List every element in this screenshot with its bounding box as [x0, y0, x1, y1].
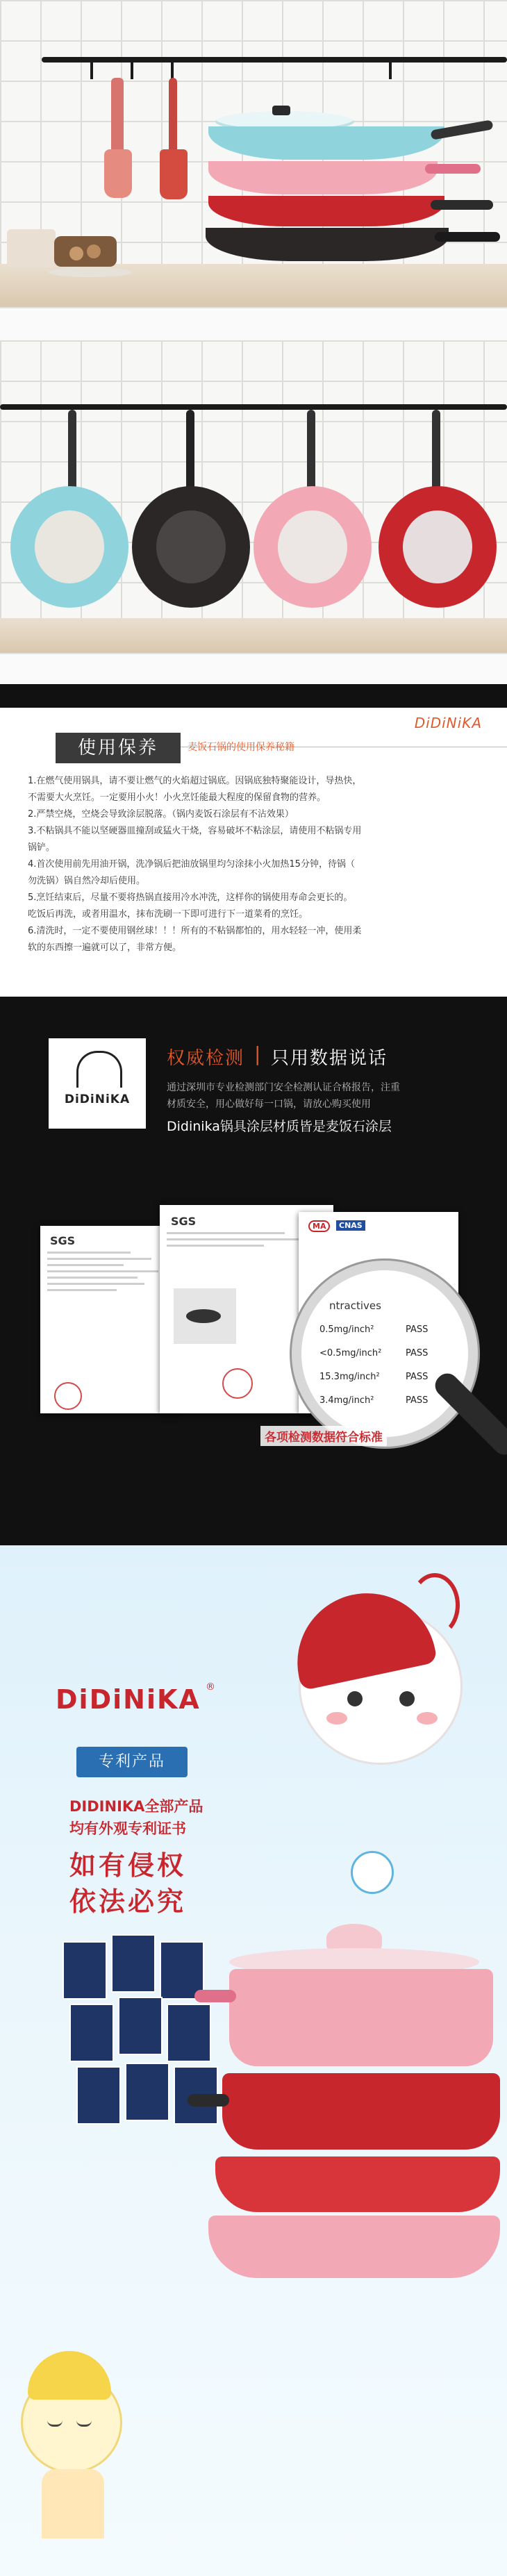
mushroom: [69, 247, 83, 260]
spatula-head: [104, 149, 132, 198]
usage-line: 2.严禁空烧，空烧会导致涂层脱落。（锅内麦饭石涂层有不沾效果）: [28, 809, 294, 820]
pan-base: [278, 510, 347, 583]
patent-certificate: [125, 2063, 169, 2121]
patent-certificate: [118, 1997, 163, 2055]
hanging-pans-photo: [0, 340, 507, 684]
cartoon-eye: [399, 1691, 415, 1706]
wicker-basket: [54, 236, 117, 267]
rail-hook: [90, 61, 93, 79]
magnifier-value: <0.5mg/inch²: [319, 1348, 382, 1358]
doc-line: [47, 1258, 151, 1260]
doc-line: [167, 1232, 285, 1234]
logo-text: DiDiNiKA: [64, 1092, 131, 1106]
usage-line: 吃饭后再洗，或者用温水，抹布洗刷一下即可进行下一道菜肴的烹饪。: [28, 909, 308, 920]
lid-knob: [272, 106, 290, 115]
test-caption: 各项检测数据符合标准: [260, 1426, 387, 1446]
patent-slogan-2: 依法必究: [69, 1886, 187, 1917]
pan-base: [35, 510, 104, 583]
registered-mark: ®: [206, 1681, 215, 1693]
authority-title-left: 权威检测: [167, 1048, 245, 1069]
patent-certificate: [76, 2066, 121, 2125]
character-hair: [28, 2351, 111, 2400]
usage-line: 6.清洗时，一定不要使用钢丝球！！！所有的不粘锅都怕的，用水轻轻一冲，使用柔: [28, 926, 362, 936]
cabinet: [0, 653, 507, 684]
patent-section: [0, 1545, 507, 2576]
usage-line: 勿洗锅）锅自然冷却后使用。: [28, 876, 146, 886]
test-report-left: [40, 1226, 179, 1413]
turner-head: [160, 149, 188, 199]
cabinet: [0, 307, 507, 340]
top-band: [0, 684, 507, 708]
magnifier-header: ntractives: [329, 1299, 381, 1312]
pan-base: [156, 510, 226, 583]
sample-pan: [186, 1309, 221, 1323]
cartoon-curl: [410, 1573, 460, 1637]
authority-highlight: Didinika锅具涂层材质皆是麦饭石涂层: [167, 1119, 392, 1134]
red-pot: [222, 2073, 500, 2150]
countertop: [0, 618, 507, 653]
usage-line: 锅铲。: [28, 842, 56, 853]
stamp-seal: [54, 1382, 82, 1410]
pink-pan-handle: [307, 410, 315, 493]
authority-desc-2: 材质安全，用心做好每一口锅，请放心购买使用: [167, 1099, 371, 1110]
pink-pan: [208, 2216, 500, 2278]
usage-line: 1.在燃气使用锅具，请不要让燃气的火焰超过锅底。因锅底独特聚能设计，导热快，: [28, 776, 362, 786]
turner-handle: [169, 78, 177, 154]
red-pan-handle: [432, 410, 440, 493]
plate: [49, 267, 132, 277]
authority-desc-1: 通过深圳市专业检测部门安全检测认证合格报告，注重: [167, 1082, 400, 1093]
red-pan: [208, 196, 444, 226]
black-pan: [206, 228, 449, 261]
black-pan-handle: [186, 410, 194, 493]
red-pan: [215, 2157, 500, 2212]
usage-line: 5.烹饪结束后，尽量不要将热锅直接用冷水冲洗，这样你的锅使用寿命会更长的。: [28, 892, 353, 903]
spatula-handle: [111, 78, 124, 154]
usage-line: 3.不粘锅具不能以坚硬器皿撞刮或猛火干烧，容易破坏不粘涂层，请使用不粘锅专用: [28, 826, 362, 836]
doc-line: [47, 1270, 158, 1272]
mushroom: [87, 244, 101, 258]
pink-pan-handle: [425, 164, 481, 174]
cartoon-blush: [326, 1712, 347, 1725]
hero-stacked-pans-photo: [0, 0, 507, 340]
usage-subtitle: 麦饭石锅的使用保养秘籍: [188, 742, 294, 753]
patent-line-2: 均有外观专利证书: [69, 1820, 186, 1837]
doc-line: [47, 1283, 144, 1285]
sgs-logo: SGS: [50, 1234, 76, 1247]
usage-line: 软的东西擦一遍就可以了，非常方便。: [28, 942, 182, 953]
cloth-basket: [7, 229, 56, 267]
title-divider: |: [254, 1042, 261, 1065]
usage-line: 不需要大火烹饪。一定要用小火！小火烹饪能最大程度的保留食物的营养。: [28, 792, 326, 803]
lid-knob-flower: [326, 1924, 382, 1952]
rail-hook: [389, 61, 392, 79]
doc-line: [47, 1252, 131, 1254]
cartoon-blush: [417, 1712, 438, 1725]
black-pan-handle: [435, 232, 500, 242]
authority-test-section: [0, 997, 507, 1545]
usage-line: 4.首次使用前先用油开锅，洗净锅后把油放锅里均匀涂抹小火加热15分钟，待锅（: [28, 859, 355, 870]
patent-certificate: [111, 1934, 156, 1993]
patent-badge: 专利产品: [76, 1747, 188, 1777]
doc-line: [167, 1238, 306, 1240]
hanging-rail: [0, 404, 507, 410]
rail-hook: [171, 61, 174, 79]
brand-logo: DiDiNiKA: [414, 715, 482, 731]
pan-base: [403, 510, 472, 583]
doc-line: [167, 1245, 264, 1247]
magnifier-result: PASS: [406, 1324, 429, 1335]
red-pan-handle: [431, 200, 493, 210]
pink-pot: [229, 1969, 493, 2066]
pink-pan: [208, 161, 438, 194]
magnifier-result: PASS: [406, 1348, 429, 1358]
cartoon-eye: [347, 1691, 363, 1706]
patent-logo: DiDiNiKA: [56, 1684, 201, 1715]
magnifier-lens: [292, 1261, 478, 1447]
stamp-seal: [222, 1368, 253, 1399]
doc-line: [47, 1277, 138, 1279]
patent-certificate: [63, 1941, 107, 2000]
patent-certificate: [167, 2004, 211, 2062]
usage-text: [28, 773, 486, 956]
usage-title: 使用保养: [56, 733, 181, 763]
usage-care-section: [0, 684, 507, 997]
cnas-badge: CNAS: [336, 1220, 365, 1231]
doc-line: [47, 1264, 124, 1266]
magnifier-value: 3.4mg/inch²: [319, 1395, 374, 1406]
ma-badge: MA: [308, 1220, 330, 1232]
character-body: [42, 2469, 104, 2538]
doc-line: [47, 1289, 117, 1291]
authority-title-right: 只用数据说话: [271, 1048, 388, 1069]
hanging-rail: [42, 57, 507, 63]
magnifier-result: PASS: [406, 1395, 429, 1406]
rail-hook: [131, 61, 133, 79]
logo-box: [49, 1038, 146, 1129]
magnifier-value: 15.3mg/inch²: [319, 1372, 380, 1382]
small-character: [351, 1851, 394, 1894]
mint-pan-handle: [68, 410, 76, 493]
magnifier-value: 0.5mg/inch²: [319, 1324, 374, 1335]
patent-certificate: [69, 2004, 114, 2062]
sgs-logo: SGS: [171, 1215, 197, 1228]
pot-handle: [188, 2094, 229, 2106]
patent-slogan-1: 如有侵权: [69, 1850, 187, 1881]
magnifier-result: PASS: [406, 1372, 429, 1382]
pot-handle: [194, 1990, 236, 2002]
patent-line-1: DIDINIKA全部产品: [69, 1798, 203, 1815]
logo-arch: [76, 1051, 122, 1088]
